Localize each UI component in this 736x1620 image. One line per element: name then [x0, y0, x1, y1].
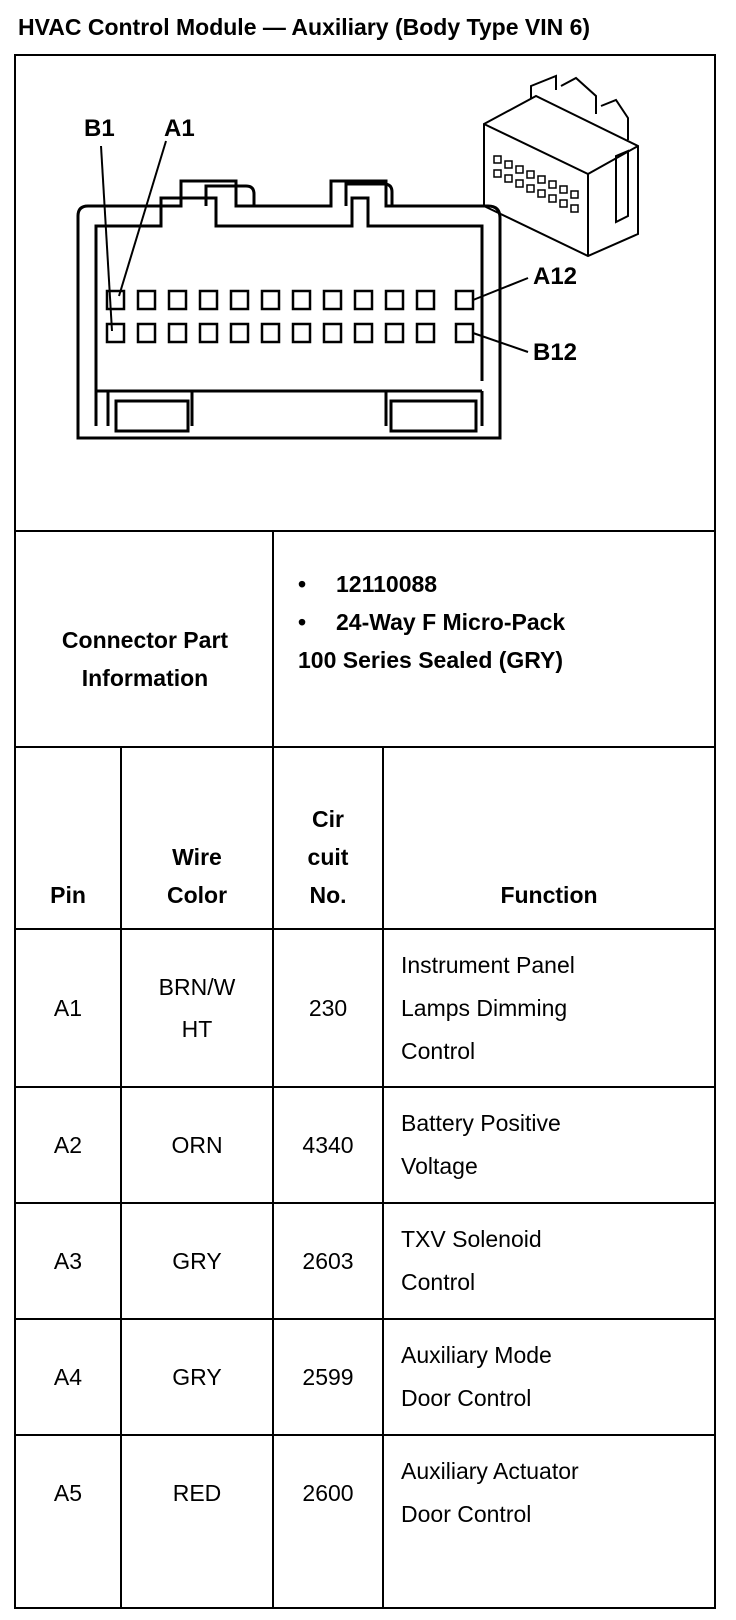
pin-cell: A5 — [53, 1480, 83, 1506]
connector-description-line1: 24-Way F Micro-Pack — [336, 609, 566, 635]
function-line: Auxiliary Actuator — [401, 1458, 579, 1484]
label-a1: A1 — [164, 115, 195, 142]
circuit-cell: 230 — [308, 995, 348, 1021]
circuit-cell: 2599 — [302, 1364, 354, 1390]
connector-3d-thumbnail — [484, 76, 638, 256]
pin-cell: A2 — [53, 1132, 83, 1158]
function-cell — [384, 930, 714, 1086]
header-wire-line2: Color — [166, 882, 228, 908]
header-circuit-line1: Cir — [312, 806, 344, 832]
connector-description-line2: 100 Series Sealed (GRY) — [298, 647, 564, 673]
function-cell — [384, 1088, 714, 1202]
connector-info-details — [298, 565, 565, 679]
function-line: Lamps Dimming — [401, 994, 568, 1021]
function-line: TXV Solenoid — [401, 1226, 542, 1252]
function-line: Auxiliary Mode — [401, 1342, 552, 1368]
function-cell — [384, 1204, 714, 1318]
wire-color-cell: RED — [172, 1480, 222, 1506]
connector-diagram — [16, 56, 714, 550]
connector-info-label-line1: Connector Part — [61, 627, 229, 653]
header-circuit-no — [274, 748, 382, 928]
function-line: Battery Positive — [401, 1110, 561, 1136]
pin-cell: A4 — [53, 1364, 83, 1390]
pin-leader-lines — [101, 141, 528, 352]
header-circuit-line2: cuit — [307, 844, 349, 870]
wire-color-cell — [122, 930, 272, 1086]
wire-color-cell: GRY — [172, 1364, 222, 1390]
label-b1: B1 — [84, 115, 115, 142]
wire-color-line1: BRN/W — [158, 974, 236, 1000]
pin-cell: A3 — [53, 1248, 83, 1274]
divider — [14, 530, 716, 532]
function-cell — [384, 1436, 714, 1550]
part-number: 12110088 — [336, 571, 438, 597]
page-title: HVAC Control Module — Auxiliary (Body Type VIN 6) — [18, 14, 591, 40]
function-line: Door Control — [401, 1385, 532, 1411]
function-line: Voltage — [401, 1153, 478, 1179]
bullet: • — [298, 571, 307, 597]
wire-color-cell: GRY — [172, 1248, 222, 1274]
function-cell — [384, 1320, 714, 1434]
label-b12: B12 — [533, 339, 578, 366]
wire-color-line2: HT — [181, 1016, 213, 1042]
circuit-cell: 2600 — [302, 1480, 354, 1506]
circuit-cell: 2603 — [302, 1248, 354, 1274]
connector-info-label — [16, 552, 274, 766]
header-wire-color — [122, 748, 272, 928]
circuit-cell: 4340 — [302, 1132, 354, 1158]
header-circuit-line3: No. — [309, 882, 347, 908]
function-line: Control — [401, 1037, 476, 1064]
header-function: Function — [500, 882, 598, 908]
pin-cavities — [107, 291, 473, 342]
function-line: Door Control — [401, 1501, 532, 1527]
function-line: Control — [401, 1269, 476, 1295]
header-pin: Pin — [50, 882, 86, 908]
wire-color-cell: ORN — [171, 1132, 223, 1158]
function-line: Instrument Panel — [401, 951, 575, 978]
connector-info-label-line2: Information — [81, 665, 209, 691]
header-wire-line1: Wire — [172, 844, 222, 870]
bullet: • — [298, 609, 307, 635]
label-a12: A12 — [533, 263, 578, 290]
pin-cell: A1 — [53, 995, 83, 1021]
